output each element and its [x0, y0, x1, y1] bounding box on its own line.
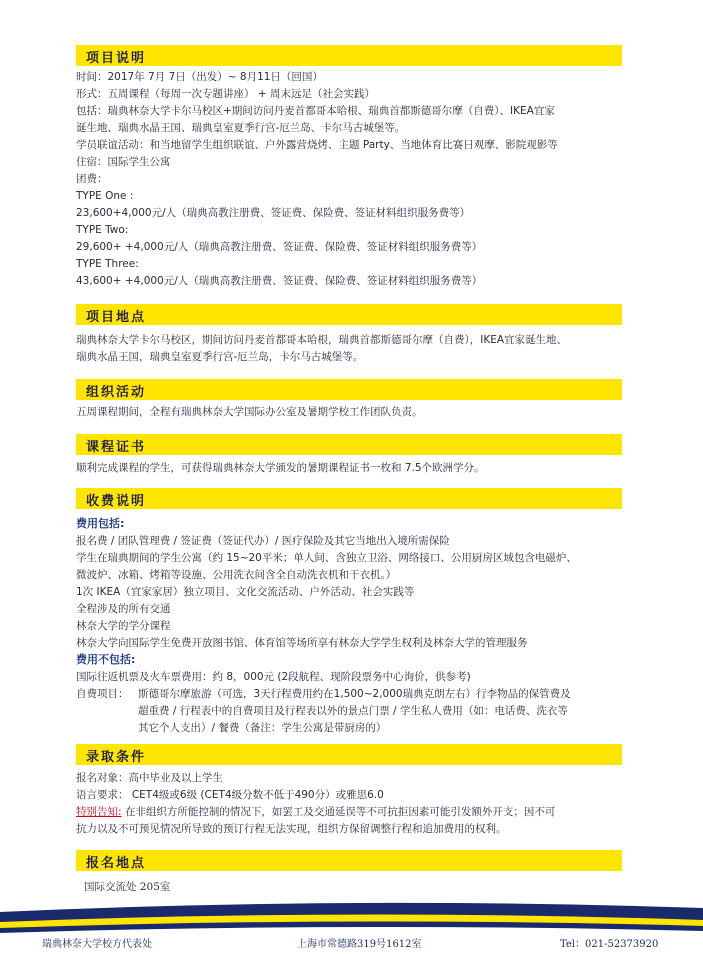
fees-include-4: 1次 IKEA（宜家家居）独立项目、文化交流活动、户外活动、社会实践等 [76, 586, 415, 598]
project-activities: 学员联谊活动：和当地留学生组织联谊、户外露营烧烤、主题 Party、当地体育比赛日观摩、影院观影等 [76, 139, 558, 151]
section-title: 课程证书 [86, 440, 147, 455]
fees-include-6: 林奈大学的学分课程 [76, 620, 171, 632]
footer-org: 瑞典林奈大学校方代表处 [42, 939, 152, 950]
footer-tel: Tel：021-52373920 [560, 939, 659, 950]
notice-label: 特别告知: [76, 806, 122, 818]
organize-line-1: 五周课程期间，全程有瑞典林奈大学国际办公室及暑期学校工作团队负责。 [76, 406, 423, 418]
type3-label: TYPE Three: [76, 258, 139, 270]
section-header-signup [76, 850, 622, 871]
fees-exclude-2b: 超重费 / 行程表中的自费项目及行程表以外的景点门票 / 学生私人费用（如：电话费、洗衣等 [138, 705, 568, 717]
fees-includes-title: 费用包括: [76, 517, 125, 530]
project-include-2: 诞生地、瑞典水晶王国、瑞典皇室夏季行宫-厄兰岛、卡尔马古城堡等。 [76, 122, 406, 134]
section-header-project [76, 45, 622, 66]
admission-target: 报名对象：高中毕业及以上学生 [76, 772, 223, 784]
project-include-1: 包括：瑞典林奈大学卡尔马校区+期间访问丹麦首都哥本哈根、瑞典首都斯德哥尔摩（自费）、IKEA宜家 [76, 105, 555, 117]
admission-notice-line-2: 抗力以及不可预见情况所导致的预订行程无法实现，组织方保留调整行程和追加费用的权利。 [76, 823, 507, 835]
project-housing: 住宿：国际学生公寓 [76, 156, 171, 168]
section-header-admission [76, 744, 622, 765]
footer-address: 上海市常德路319号1612室 [297, 939, 422, 950]
project-fee-label: 团费： [76, 173, 108, 185]
fees-excludes-title: 费用不包括: [76, 653, 136, 666]
fees-exclude-1: 国际往返机票及火车票费用：约 8，000元 (2段航程、现阶段票务中心询价，供参考) [76, 671, 471, 683]
type1-price: 23,600+4,000元/人（瑞典高教注册费、签证费、保险费、签证材料组织服务费等） [76, 207, 471, 219]
section-header-organize [76, 379, 622, 400]
section-title: 项目说明 [86, 51, 147, 66]
section-header-fees [76, 488, 622, 509]
fees-exclude-2c: 其它个人支出）/ 餐费（备注：学生公寓是带厨房的） [138, 722, 387, 734]
fees-include-3: 微波炉、冰箱、烤箱等设施、公用洗衣间含全自动洗衣机和干衣机。） [76, 569, 397, 581]
type2-label: TYPE Two: [76, 224, 129, 236]
admission-notice-line-1 [76, 805, 555, 819]
type1-label: TYPE One : [76, 190, 134, 202]
certificate-line-1: 顺利完成课程的学生，可获得瑞典林奈大学颁发的暑期课程证书一枚和 7.5个欧洲学分。 [76, 462, 485, 474]
type2-price: 29,600+ +4,000元/人（瑞典高教注册费、签证费、保险费、签证材料组织服务费等） [76, 241, 483, 253]
project-form: 形式：五周课程（每周一次专题讲座） + 周末远足（社会实践） [76, 88, 375, 100]
type3-price: 43,600+ +4,000元/人（瑞典高教注册费、签证费、保险费、签证材料组织服务费等） [76, 275, 483, 287]
fees-exclude-2-label: 自费项目： [76, 688, 129, 700]
signup-place: 国际交流处 205室 [84, 881, 171, 893]
fees-exclude-2a: 斯德哥尔摩旅游（可选，3天行程费用约在1,500~2,000瑞典克朗左右）行李物品的保管费及 [138, 688, 571, 700]
location-line-2: 瑞典水晶王国，瑞典皇室夏季行宫-厄兰岛，卡尔马古城堡等。 [76, 351, 364, 363]
notice-text: 在非组织方所能控制的情况下，如罢工及交通延误等不可抗拒因素可能引发额外开支；因不可 [121, 806, 556, 818]
section-title: 收费说明 [86, 494, 147, 509]
location-line-1: 瑞典林奈大学卡尔马校区，期间访问丹麦首都哥本哈根，瑞典首都斯德哥尔摩（自费），IKEA宜家诞生地、 [76, 334, 568, 346]
section-title: 项目地点 [86, 310, 147, 325]
section-title: 组织活动 [86, 385, 147, 400]
fees-include-2: 学生在瑞典期间的学生公寓（约 15~20平米；单人间、含独立卫浴、网络接口、公用厨房区域包含电磁炉、 [76, 552, 577, 564]
section-title: 录取条件 [86, 750, 147, 765]
section-title: 报名地点 [86, 856, 147, 871]
fees-include-7: 林奈大学向国际学生免费开放图书馆、体育馆等场所享有林奈大学学生权利及林奈大学的管理服务 [76, 637, 528, 649]
section-header-certificate [76, 434, 622, 455]
fees-include-5: 全程涉及的所有交通 [76, 603, 171, 615]
fees-include-1: 报名费 / 团队管理费 / 签证费（签证代办）/ 医疗保险及其它当地出入境所需保险 [76, 535, 450, 547]
section-header-location [76, 304, 622, 325]
admission-language: 语言要求： CET4级或6级 (CET4级分数不低于490分）或雅思6.0 [76, 789, 384, 801]
project-time: 时间：2017年 7月 7日（出发）~ 8月11日（回国） [76, 71, 323, 83]
